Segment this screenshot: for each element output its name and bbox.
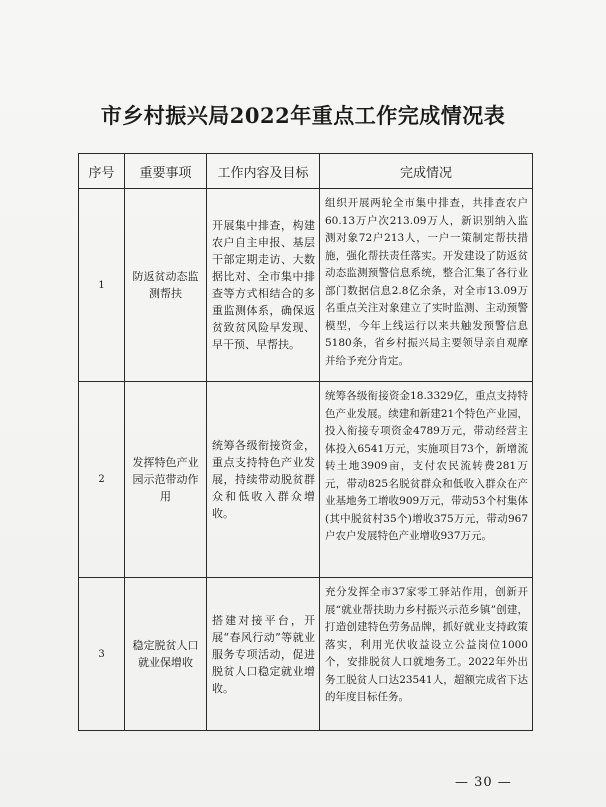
row-number: 1: [79, 189, 125, 382]
row-item: 防返贫动态监测帮扶: [125, 189, 207, 382]
table-header-row: [79, 154, 533, 189]
header-number: 序号: [79, 154, 125, 189]
row-number: 2: [79, 382, 125, 578]
header-goal: 工作内容及目标: [207, 154, 320, 189]
header-item: 重要事项: [125, 154, 207, 189]
header-completion: 完成情况: [320, 154, 533, 189]
table-row: [79, 382, 533, 578]
row-item: 发挥特色产业园示范带动作用: [125, 382, 207, 578]
row-goal: 开展集中排查，构建农户自主申报、基层干部定期走访、大数据比对、全市集中排查等方式相结合的多重监测体系，确保返贫致贫风险早发现、早干预、早帮扶。: [207, 189, 320, 382]
table-row: [79, 189, 533, 382]
work-summary-table: [78, 153, 533, 731]
row-goal: 搭建对接平台，开展“春风行动”等就业服务专项活动，促进脱贫人口稳定就业增收。: [207, 578, 320, 731]
row-completion: 组织开展两轮全市集中排查，共排查农户60.13万户次213.09万人，新识别纳入监测对象72户213人，一户一策制定帮扶措施，强化帮扶责任落实。开发建设了防返贫动态监测预警信息系统，整合汇集了各行业部门数据信息2.8亿余条，对全市13.09万名重点关注对象建立了实时监测、主动预警模型，今年上线运行以来共触发预警信息5180条，省乡村振兴局主要领导亲自观摩并给予充分肯定。: [320, 189, 533, 382]
row-goal: 统筹各级衔接资金，重点支持特色产业发展，持续带动脱贫群众和低收入群众增收。: [207, 382, 320, 578]
table-row: [79, 578, 533, 731]
page-title: 市乡村振兴局2022年重点工作完成情况表: [100, 103, 506, 128]
page-number: — 30 —: [455, 775, 512, 790]
row-number: 3: [79, 578, 125, 731]
row-completion: 统筹各级衔接资金18.3329亿，重点支持特色产业发展。续建和新建21个特色产业园，投入衔接专项资金4789万元，带动经营主体投入6541万元，实施项目73个，新增流转土地3909亩，支付农民流转费281万元，带动825名脱贫群众和低收入群众在产业基地务工增收909万元，带动53个村集体(其中脱贫村35个)增收375万元，带动967户农户发展特色产业增收937万元。: [320, 382, 533, 578]
row-item: 稳定脱贫人口就业保增收: [125, 578, 207, 731]
row-completion: 充分发挥全市37家零工驿站作用，创新开展“就业帮扶助力乡村振兴示范乡镇”创建，打造创建特色劳务品牌，抓好就业支持政策落实，利用光伏收益设立公益岗位1000个，安排脱贫人口就地务工。2022年外出务工脱贫人口达23541人，超额完成省下达的年度目标任务。: [320, 578, 533, 731]
